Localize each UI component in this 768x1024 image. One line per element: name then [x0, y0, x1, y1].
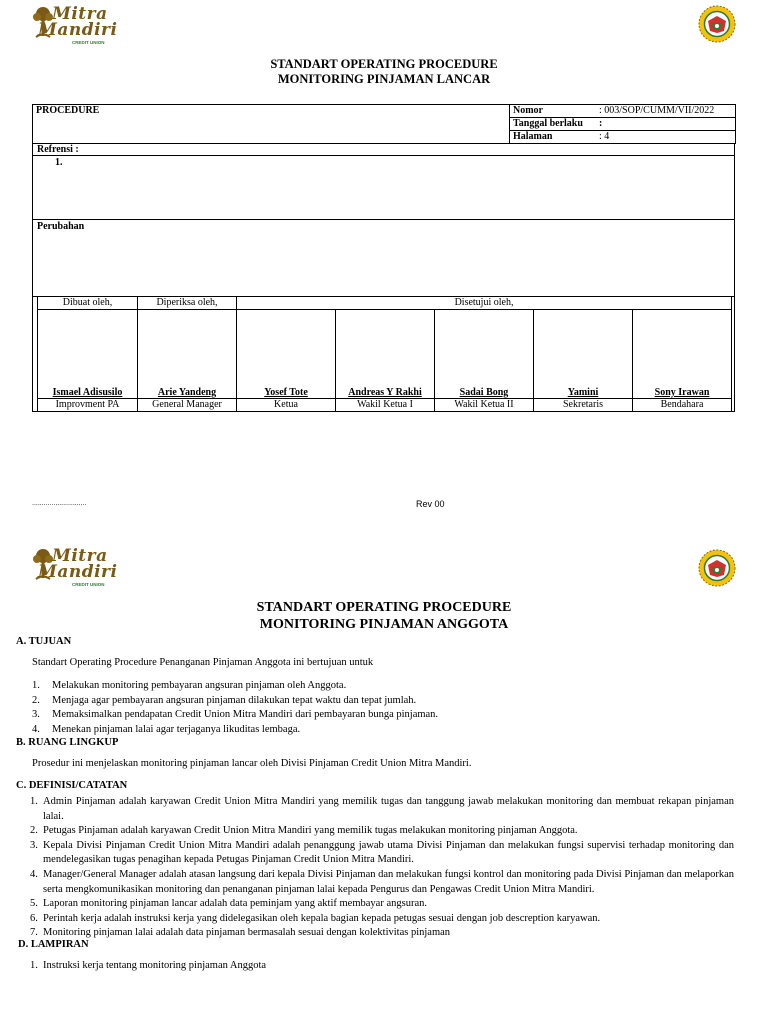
signatory-name: Yosef Tote [237, 310, 336, 399]
section-a-heading: A. TUJUAN [16, 636, 72, 647]
list-item: 1. Instruksi kerja tentang monitoring pinjaman Anggota [30, 960, 267, 971]
logo-text-mandiri: Mandiri [38, 20, 118, 40]
logo-text-mitra: Mitra [52, 546, 108, 566]
footer-dots: ............................ [32, 500, 87, 507]
nomor-label: Nomor [510, 105, 597, 118]
mitra-mandiri-logo [32, 6, 118, 46]
list-item: 2. Menjaga agar pembayaran angsuran pinjaman dilakukan tepat waktu dan tepat jumlah. [32, 694, 417, 706]
signatory-role: Bendahara [633, 399, 732, 412]
signatory-role: Improvment PA [38, 399, 138, 412]
tanggal-label: Tanggal berlaku [510, 118, 597, 131]
signatory-name: Arie Yandeng [138, 310, 237, 399]
list-item: 3. Kepala Divisi Pinjaman Credit Union Mitra Mandiri adalah penanggung jawab utama Divisi Pinjaman dan melakukan fungsi supervisi terhadap monitoring dan mendelegasikan tugas penagihan kepada Petugas Pinjaman Credit Union Mitra Mandiri. [30, 839, 734, 866]
emblem-icon [698, 549, 736, 587]
sop-title-line1: STANDART OPERATING PROCEDURE [256, 600, 512, 615]
signatory-name: Ismael Adisusilo [38, 310, 138, 399]
procedure-header-table [32, 104, 736, 144]
referensi-item: 1. [55, 157, 63, 168]
perubahan-label: Perubahan [37, 221, 85, 232]
perubahan-box [32, 220, 735, 297]
procedure-label: PROCEDURE [33, 105, 510, 144]
sop-title-line2: MONITORING PINJAMAN LANCAR [277, 72, 491, 86]
nomor-value: : 003/SOP/CUMM/VII/2022 [596, 105, 736, 118]
halaman-label: Halaman [510, 131, 597, 144]
logo-text-mitra: Mitra [52, 4, 108, 24]
referensi-box [32, 156, 735, 220]
emblem-icon [698, 5, 736, 43]
section-a-list [32, 679, 732, 737]
section-c-list [30, 795, 734, 941]
signatory-name: Yamini [534, 310, 633, 399]
signatory-role: Wakil Ketua I [336, 399, 435, 412]
logo-text-mandiri: Mandiri [38, 562, 118, 582]
section-a-intro: Standart Operating Procedure Penanganan Pinjaman Anggota ini bertujuan untuk [32, 657, 374, 668]
signatory-role: Wakil Ketua II [435, 399, 534, 412]
footer-revision: Rev 00 [416, 499, 445, 509]
mitra-mandiri-logo [32, 548, 118, 588]
signatory-role: Ketua [237, 399, 336, 412]
list-item: 4. Menekan pinjaman lalai agar terjaganya likuditas lembaga. [32, 723, 301, 735]
tanggal-value: : [596, 118, 736, 131]
logo-text-credit-union: CREDIT UNION [72, 40, 105, 45]
list-item: 2. Petugas Pinjaman adalah karyawan Credit Union Mitra Mandiri yang memilik tugas melakukan monitoring pinjaman Anggota. [30, 825, 578, 837]
list-item: 1. Admin Pinjaman adalah karyawan Credit Union Mitra Mandiri yang memilik tugas dan tanggung jawab melakukan monitoring dan membuat rekapan pinjaman lalai. [30, 796, 734, 822]
signatory-role: General Manager [138, 399, 237, 412]
list-item: 3. Memaksimalkan pendapatan Credit Union Mitra Mandiri dari pembayaran bunga pinjaman. [32, 709, 439, 721]
logo-text-credit-union: CREDIT UNION [72, 582, 105, 587]
section-c-heading: C. DEFINISI/CATATAN [16, 780, 128, 791]
dibuat-label: Dibuat oleh, [38, 297, 138, 310]
section-d-heading: D. LAMPIRAN [18, 939, 89, 950]
referensi-row: Refrensi : [32, 143, 735, 156]
sop-title-line2: MONITORING PINJAMAN ANGGOTA [259, 617, 509, 632]
section-b-heading: B. RUANG LINGKUP [16, 737, 119, 748]
list-item: 1. Melakukan monitoring pembayaran angsuran pinjaman oleh Anggota. [32, 680, 347, 691]
signature-table [37, 296, 732, 412]
signatory-name: Sadai Bong [435, 310, 534, 399]
list-item: 6. Perintah kerja adalah instruksi kerja yang didelegasikan oleh kepala bagian kepada petugas sesuai dengan job descreption karyawan. [30, 912, 601, 924]
list-item: 5. Laporan monitoring pinjaman lancar adalah data peminjam yang aktif membayar angsuran. [30, 898, 427, 910]
sop-title-line1: STANDART OPERATING PROCEDURE [270, 57, 498, 71]
signatory-role: Sekretaris [534, 399, 633, 412]
list-item: 4. Manager/General Manager adalah atasan langsung dari kepala Divisi Pinjaman dan melakukan fungsi kontrol dan monitoring pada Divisi Pinjaman dan melaporkan serta mengkomunikasikan monitoring dan penanganan pinjaman lalai kepada Pengurus dan Pengawas Credit Union Mitra Mandiri. [30, 868, 734, 895]
signatory-name: Sony Irawan [633, 310, 732, 399]
list-item: 7. Monitoring pinjaman lalai adalah data pinjaman bermasalah sesuai dengan kolektivitas pinjaman [30, 927, 451, 939]
halaman-value: : 4 [596, 131, 736, 144]
section-b-text: Prosedur ini menjelaskan monitoring pinjaman lancar oleh Divisi Pinjaman Credit Union Mitra Mandiri. [32, 758, 472, 769]
section-d-list [30, 959, 734, 974]
signatory-name: Andreas Y Rakhi [336, 310, 435, 399]
diperiksa-label: Diperiksa oleh, [138, 297, 237, 310]
disetujui-label: Disetujui oleh, [237, 297, 732, 310]
